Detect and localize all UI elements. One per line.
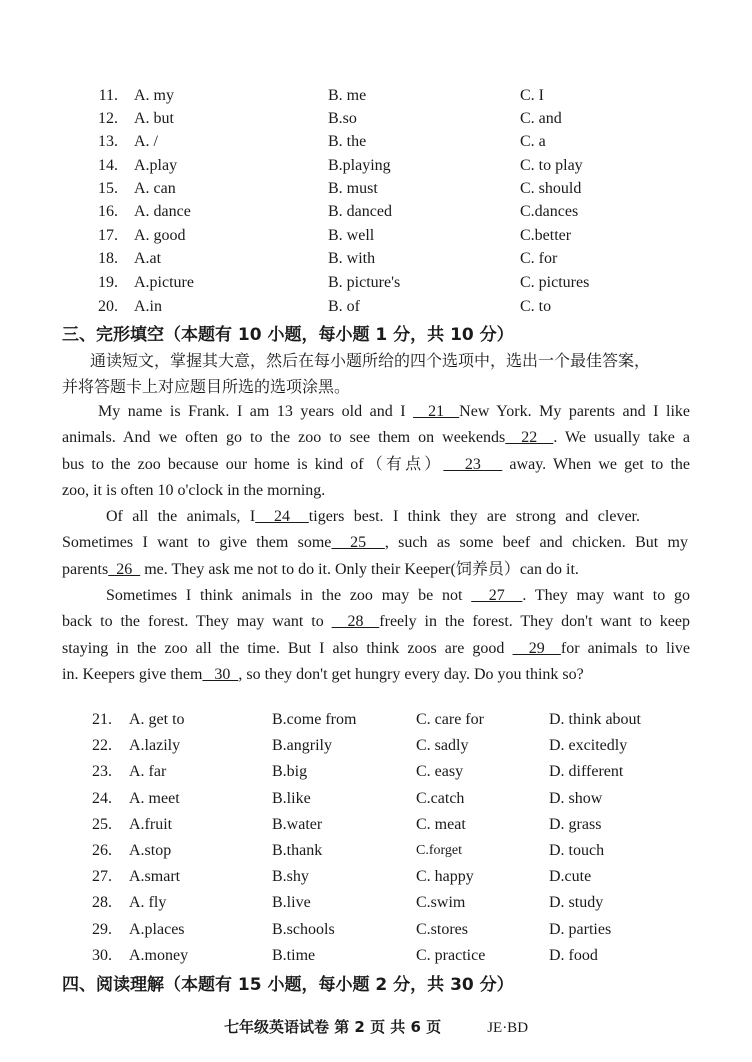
text: . They may want to go (522, 587, 691, 604)
passage-line (62, 609, 690, 635)
option-c: C. and (520, 110, 562, 127)
text: away. When we get to the (502, 455, 691, 473)
section-4-title: 四、阅读理解（本题有 15 小题，每小题 2 分，共 30 分） (62, 975, 514, 995)
question-number: 26. (92, 842, 112, 859)
option-b: B. the (328, 133, 367, 150)
option-a: A.play (134, 157, 178, 174)
section-3-instruction (62, 348, 692, 400)
option-a: A.places (129, 921, 185, 938)
question-number: 20. (98, 298, 118, 315)
option-d: D. study (549, 894, 604, 911)
page-footer (0, 1016, 752, 1037)
option-b: B.shy (272, 868, 309, 885)
question-row (78, 200, 698, 223)
question-number: 17. (98, 227, 118, 244)
question-number: 24. (92, 790, 112, 807)
option-a: A. fly (129, 894, 167, 911)
option-b: B. with (328, 250, 376, 267)
option-b: B.thank (272, 842, 323, 859)
text: tigers best. I think they are strong and clever. (308, 508, 640, 525)
option-b: B.schools (272, 921, 335, 938)
blank-25: 25 (331, 534, 385, 552)
text: freely in the forest. They don't want to keep (379, 613, 691, 631)
option-a: A.smart (129, 868, 181, 885)
question-row (72, 813, 712, 836)
option-c: C.swim (416, 894, 466, 911)
question-number: 21. (92, 711, 112, 728)
footer-code: JE·BD (487, 1020, 529, 1036)
blank-23: 23 (443, 455, 503, 473)
question-row (78, 295, 698, 318)
option-c: C. a (520, 133, 546, 150)
blank-28: 28 (331, 613, 380, 631)
question-row (72, 839, 712, 862)
option-a: A. my (134, 87, 174, 104)
question-number: 22. (92, 737, 112, 754)
text: Of all the animals, I (106, 508, 256, 525)
question-row (72, 734, 712, 757)
option-a: A. good (134, 227, 186, 244)
text: me. They ask me not to do it. Only their Keeper(饲养员）can do it. (140, 560, 579, 578)
question-number: 14. (98, 157, 118, 174)
passage-line (62, 530, 688, 556)
option-c: C. should (520, 180, 582, 197)
text: , so they don't get hungry every day. Do you think so? (238, 665, 584, 683)
option-b: B.angrily (272, 737, 332, 754)
question-number: 11. (98, 87, 118, 104)
question-number: 25. (92, 816, 112, 833)
question-number: 19. (98, 274, 118, 291)
text: My name is Frank. I am 13 years old and I (98, 403, 414, 420)
question-number: 15. (98, 180, 118, 197)
option-c: C. easy (416, 763, 464, 780)
option-c: C.catch (416, 790, 465, 807)
question-number: 30. (92, 947, 112, 964)
question-number: 27. (92, 868, 112, 885)
question-row (72, 760, 712, 783)
passage-line (62, 452, 690, 478)
question-row (72, 787, 712, 810)
option-a: A. get to (129, 711, 185, 728)
option-c: C. meat (416, 816, 466, 833)
option-b: B.big (272, 763, 308, 780)
passage-line (62, 425, 690, 451)
option-a: A.money (129, 947, 189, 964)
question-row (78, 107, 698, 130)
passage-line (62, 504, 640, 530)
question-row (72, 891, 712, 914)
question-number: 12. (98, 110, 118, 127)
option-a: A. can (134, 180, 176, 197)
option-a: A.lazily (129, 737, 181, 754)
instruction-line: 通读短文，掌握其大意，然后在每小题所给的四个选项中，选出一个最佳答案， (90, 351, 651, 370)
option-b: B. of (328, 298, 360, 315)
option-b: B.come from (272, 711, 357, 728)
text: back to the forest. They may want to (62, 613, 332, 631)
question-row (72, 944, 712, 967)
text: parents (62, 560, 109, 578)
text: Sometimes I think animals in the zoo may be not (106, 587, 472, 604)
question-number: 28. (92, 894, 112, 911)
option-a: A. far (129, 763, 167, 780)
blank-29: 29 (512, 639, 561, 657)
passage-line (62, 583, 690, 609)
option-b: B.water (272, 816, 323, 833)
option-d: D. parties (549, 921, 612, 938)
option-d: D. different (549, 763, 624, 780)
passage-line (62, 662, 690, 688)
passage-line (62, 636, 690, 662)
passage-paragraph-1 (62, 399, 690, 504)
option-b: B.like (272, 790, 311, 807)
question-row (78, 177, 698, 200)
option-d: D. touch (549, 842, 605, 859)
passage-line: zoo, it is often 10 o'clock in the morning. (62, 481, 326, 499)
option-c: C.dances (520, 203, 579, 220)
option-d: D. think about (549, 711, 641, 728)
option-b: B. must (328, 180, 378, 197)
text: animals. And we often go to the zoo to see them on weekends (62, 429, 506, 447)
blank-26: 26 (108, 560, 141, 578)
option-b: B. danced (328, 203, 392, 220)
option-b: B.playing (328, 157, 391, 174)
text: Sometimes I want to give them some (62, 534, 332, 552)
question-row (72, 865, 712, 888)
text: . We usually take a (553, 429, 691, 447)
option-a: A. / (134, 133, 158, 150)
option-d: D. show (549, 790, 603, 807)
question-row (78, 154, 698, 177)
option-d: D. grass (549, 816, 602, 833)
option-a: A.in (134, 298, 162, 315)
text: bus to the zoo because our home is kind of（有点） (62, 455, 444, 473)
option-c: C. practice (416, 947, 486, 964)
blank-30: 30 (202, 665, 239, 683)
option-c: C.stores (416, 921, 468, 938)
passage-line (62, 557, 690, 583)
option-c: C.better (520, 227, 572, 244)
passage-paragraph-2 (62, 504, 690, 583)
option-b: B. me (328, 87, 367, 104)
blank-22: 22 (505, 429, 554, 447)
question-row (78, 247, 698, 270)
text: staying in the zoo all the time. But I also think zoos are good (62, 639, 513, 657)
question-row (78, 271, 698, 294)
option-c: C. pictures (520, 274, 590, 291)
option-a: A.stop (129, 842, 172, 859)
question-row (78, 84, 698, 107)
option-c: C.forget (416, 843, 463, 858)
option-b: B.time (272, 947, 316, 964)
blank-27: 27 (471, 587, 523, 604)
passage-line (62, 399, 690, 425)
question-number: 29. (92, 921, 112, 938)
blank-24: 24 (255, 508, 309, 525)
blank-21: 21 (413, 403, 460, 420)
option-a: A. dance (134, 203, 191, 220)
question-row (72, 708, 712, 731)
text: , such as some beef and chicken. But my (384, 534, 688, 552)
question-number: 18. (98, 250, 118, 267)
passage-paragraph-3 (62, 583, 690, 688)
option-d: D.cute (549, 868, 592, 885)
question-number: 16. (98, 203, 118, 220)
question-row (78, 130, 698, 153)
text: New York. My parents and I like (459, 403, 691, 420)
option-d: D. food (549, 947, 598, 964)
option-a: A.fruit (129, 816, 173, 833)
option-b: B. well (328, 227, 375, 244)
option-c: C. to (520, 298, 552, 315)
option-a: A. meet (129, 790, 180, 807)
option-c: C. happy (416, 868, 474, 885)
footer-page-info: 七年级英语试卷 第 2 页 共 6 页 (223, 1018, 442, 1036)
option-b: B.live (272, 894, 311, 911)
option-b: B.so (328, 110, 357, 127)
question-number: 23. (92, 763, 112, 780)
option-c: C. care for (416, 711, 484, 728)
option-a: A.picture (134, 274, 194, 291)
section-3-title: 三、完形填空（本题有 10 小题，每小题 1 分，共 10 分） (62, 325, 514, 345)
option-b: B. picture's (328, 274, 401, 291)
option-a: A. but (134, 110, 174, 127)
text: in. Keepers give them (62, 665, 203, 683)
option-a: A.at (134, 250, 162, 267)
question-number: 13. (98, 133, 118, 150)
question-row (72, 918, 712, 941)
text: for animals to live (560, 639, 691, 657)
instruction-line: 并将答题卡上对应题目所选的选项涂黑。 (62, 377, 351, 396)
question-row (78, 224, 698, 247)
option-d: D. excitedly (549, 737, 628, 754)
option-c: C. sadly (416, 737, 469, 754)
option-c: C. I (520, 87, 544, 104)
option-c: C. for (520, 250, 558, 267)
option-c: C. to play (520, 157, 583, 174)
